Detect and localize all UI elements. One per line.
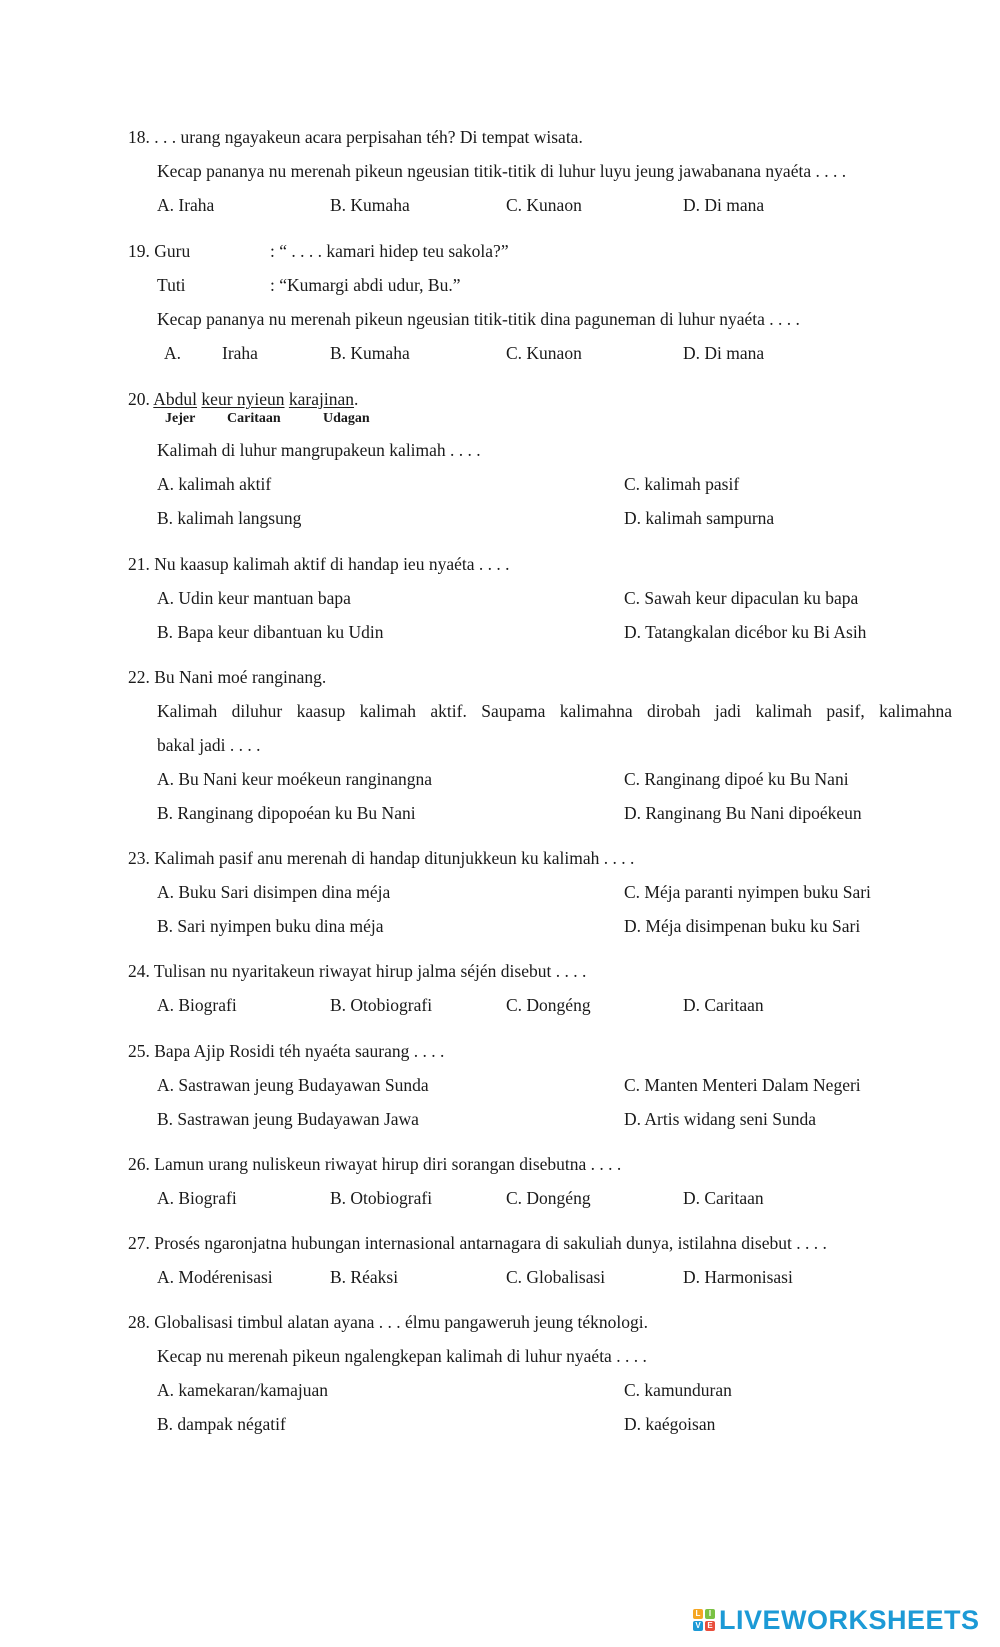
q18-option-b[interactable]: B. Kumaha — [330, 195, 410, 215]
q27-option-d[interactable]: D. Harmonisasi — [683, 1267, 793, 1287]
q28-stem: 28. Globalisasi timbul alatan ayana . . . élmu pangaweruh jeung téknologi. — [128, 1312, 649, 1332]
q23-option-a[interactable]: A. Buku Sari disimpen dina méja — [157, 882, 391, 902]
q26-option-d[interactable]: D. Caritaan — [683, 1188, 764, 1208]
q18-instruction: Kecap pananya nu merenah pikeun ngeusian titik-titik di luhur luyu jeung jawabanana nyaéta . . . . — [157, 161, 847, 181]
q25-stem: 25. Bapa Ajip Rosidi téh nyaéta saurang . . . . — [128, 1041, 445, 1061]
q21-stem: 21. Nu kaasup kalimah aktif di handap ieu nyaéta . . . . — [128, 554, 510, 574]
brand-name: LIVEWORKSHEETS — [719, 1604, 980, 1635]
q19-option-a-letter[interactable]: A. — [164, 343, 182, 363]
q19-speaker-tuti: Tuti — [157, 275, 186, 295]
q27-option-b[interactable]: B. Réaksi — [330, 1267, 399, 1287]
q20-option-c[interactable]: C. kalimah pasif — [624, 474, 740, 494]
q25-option-d[interactable]: D. Artis widang seni Sunda — [624, 1109, 817, 1129]
q23-option-b[interactable]: B. Sari nyimpen buku dina méja — [157, 916, 384, 936]
q23-option-c[interactable]: C. Méja paranti nyimpen buku Sari — [624, 882, 871, 902]
q28-option-c[interactable]: C. kamunduran — [624, 1380, 732, 1400]
q27-stem: 27. Prosés ngaronjatna hubungan internasional antarnagara di sakuliah dunya, istilahna disebut . . . . — [128, 1233, 827, 1253]
q23-option-d[interactable]: D. Méja disimpenan buku ku Sari — [624, 916, 861, 936]
q22-option-a[interactable]: A. Bu Nani keur moékeun ranginangna — [157, 769, 433, 789]
q21-option-c[interactable]: C. Sawah keur dipaculan ku bapa — [624, 588, 859, 608]
q26-option-b[interactable]: B. Otobiografi — [330, 1188, 433, 1208]
q19-option-a[interactable]: Iraha — [222, 343, 258, 363]
q20-option-a[interactable]: A. kalimah aktif — [157, 474, 272, 494]
q22-stem: 22. Bu Nani moé ranginang. — [128, 667, 327, 687]
q24-option-b[interactable]: B. Otobiografi — [330, 995, 433, 1015]
q26-option-c[interactable]: C. Dongéng — [506, 1188, 591, 1208]
logo-grid-icon — [693, 1609, 715, 1631]
logo-tile-v: V — [693, 1621, 703, 1631]
q20-period: . — [354, 389, 359, 409]
q26-stem: 26. Lamun urang nuliskeun riwayat hirup diri sorangan disebutna . . . . — [128, 1154, 622, 1174]
q20-label-jejer: Jejer — [165, 411, 196, 426]
q22-instruction-line1: Kalimah diluhur kaasup kalimah aktif. Saupama kalimahna dirobah jadi kalimah pasif, kalimahna — [157, 701, 952, 721]
logo-tile-i: I — [705, 1609, 715, 1619]
q20-number: 20. — [128, 389, 150, 409]
q22-option-d[interactable]: D. Ranginang Bu Nani dipoékeun — [624, 803, 862, 823]
q21-option-d[interactable]: D. Tatangkalan dicébor ku Bi Asih — [624, 622, 867, 642]
q21-option-b[interactable]: B. Bapa keur dibantuan ku Udin — [157, 622, 384, 642]
q22-option-b[interactable]: B. Ranginang dipopoéan ku Bu Nani — [157, 803, 416, 823]
q18-option-a[interactable]: A. Iraha — [157, 195, 215, 215]
q19-line-guru: : “ . . . . kamari hidep teu sakola?” — [270, 241, 509, 261]
logo-tile-l: L — [693, 1609, 703, 1619]
q19-line-tuti: : “Kumargi abdi udur, Bu.” — [270, 275, 461, 295]
q25-option-c[interactable]: C. Manten Menteri Dalam Negeri — [624, 1075, 861, 1095]
q28-option-d[interactable]: D. kaégoisan — [624, 1414, 716, 1434]
q20-instruction: Kalimah di luhur mangrupakeun kalimah . . . . — [157, 440, 481, 460]
q22-instruction-line2: bakal jadi . . . . — [157, 735, 261, 755]
q20-option-b[interactable]: B. kalimah langsung — [157, 508, 302, 528]
q21-option-a[interactable]: A. Udin keur mantuan bapa — [157, 588, 351, 608]
q20-object: karajinan — [288, 389, 355, 409]
q23-stem: 23. Kalimah pasif anu merenah di handap ditunjukkeun ku kalimah . . . . — [128, 848, 635, 868]
q20-predicate: keur nyieun — [201, 389, 285, 409]
q18-option-c[interactable]: C. Kunaon — [506, 195, 582, 215]
q27-option-c[interactable]: C. Globalisasi — [506, 1267, 606, 1287]
q24-option-a[interactable]: A. Biografi — [157, 995, 237, 1015]
q19-option-d[interactable]: D. Di mana — [683, 343, 765, 363]
q28-instruction: Kecap nu merenah pikeun ngalengkepan kalimah di luhur nyaéta . . . . — [157, 1346, 647, 1366]
q19-instruction: Kecap pananya nu merenah pikeun ngeusian titik-titik dina paguneman di luhur nyaéta . . . . — [157, 309, 800, 329]
q18-option-d[interactable]: D. Di mana — [683, 195, 765, 215]
q20-option-d[interactable]: D. kalimah sampurna — [624, 508, 775, 528]
q24-option-d[interactable]: D. Caritaan — [683, 995, 764, 1015]
q19-option-b[interactable]: B. Kumaha — [330, 343, 410, 363]
q20-label-caritaan: Caritaan — [227, 411, 281, 426]
q24-option-c[interactable]: C. Dongéng — [506, 995, 591, 1015]
q27-option-a[interactable]: A. Modérenisasi — [157, 1267, 273, 1287]
q19-option-c[interactable]: C. Kunaon — [506, 343, 582, 363]
liveworksheets-logo[interactable] — [693, 1605, 980, 1635]
q26-option-a[interactable]: A. Biografi — [157, 1188, 237, 1208]
q19-speaker-guru: 19. Guru — [128, 241, 191, 261]
q25-option-a[interactable]: A. Sastrawan jeung Budayawan Sunda — [157, 1075, 429, 1095]
q22-option-c[interactable]: C. Ranginang dipoé ku Bu Nani — [624, 769, 849, 789]
q20-sentence — [128, 391, 358, 409]
q24-stem: 24. Tulisan nu nyaritakeun riwayat hirup jalma séjén disebut . . . . — [128, 961, 587, 981]
q18-stem: 18. . . . urang ngayakeun acara perpisahan téh? Di tempat wisata. — [128, 127, 583, 147]
q20-label-udagan: Udagan — [323, 411, 370, 426]
logo-tile-e: E — [705, 1621, 715, 1631]
q25-option-b[interactable]: B. Sastrawan jeung Budayawan Jawa — [157, 1109, 419, 1129]
q28-option-b[interactable]: B. dampak négatif — [157, 1414, 286, 1434]
q28-option-a[interactable]: A. kamekaran/kamajuan — [157, 1380, 329, 1400]
q20-subject: Abdul — [153, 389, 198, 409]
